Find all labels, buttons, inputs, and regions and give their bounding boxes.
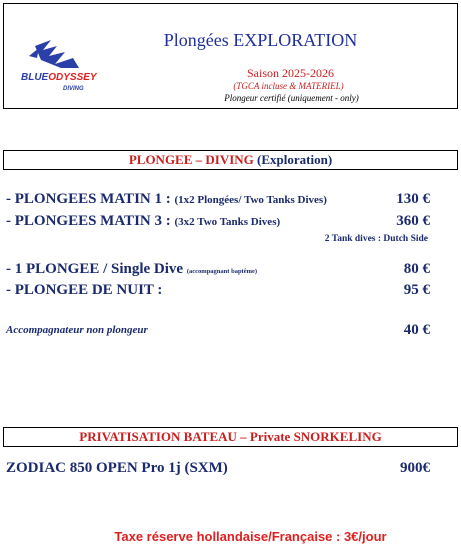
page-title: Plongées EXPLORATION — [163, 30, 358, 50]
item-label: - PLONGEES MATIN 3 : — [6, 213, 171, 229]
diving-section-heading — [3, 150, 458, 170]
companion-price: 40 € — [403, 322, 430, 338]
item-price: 80 € — [403, 261, 430, 277]
boat-heading-text: PRIVATISATION BATEAU – Private SNORKELING — [79, 429, 382, 444]
price-row — [6, 460, 430, 477]
item-label: ZODIAC 850 OPEN Pro 1j (SXM) — [6, 460, 228, 476]
item-detail: (accompagnant baptême) — [186, 268, 258, 275]
item-price: 95 € — [403, 282, 430, 298]
tax-note: Taxe réserve hollandaise/Française : 3€/jour — [114, 529, 387, 544]
item-detail: (1x2 Plongées/ Two Tanks Dives) — [174, 194, 327, 206]
header-box — [3, 3, 458, 109]
item-price: 130 € — [396, 191, 430, 207]
price-row — [6, 191, 430, 208]
item-detail: (3x2 Two Tanks Dives) — [174, 216, 281, 228]
item-label: - PLONGEE DE NUIT : — [6, 282, 163, 298]
companion-label: Accompagnateur non plongeur — [6, 324, 148, 336]
item-label: - 1 PLONGEE / Single Dive — [6, 261, 184, 277]
item-price: 360 € — [396, 213, 430, 229]
season-label: Saison 2025-2026 — [247, 66, 334, 80]
price-row — [6, 282, 430, 299]
price-row — [6, 261, 430, 278]
price-row — [6, 213, 430, 230]
item-label: - PLONGEES MATIN 1 : — [6, 191, 171, 207]
svg-text:BLUEODYSSEY: BLUEODYSSEY — [21, 72, 97, 83]
item-price: 900€ — [400, 460, 430, 476]
companion-row — [6, 324, 430, 336]
boat-section-heading — [3, 427, 458, 447]
svg-text:DIVING: DIVING — [63, 86, 84, 92]
included-note: (TGCA incluse & MATERIEL) — [233, 81, 344, 91]
certified-note: Plongeur certifié (uniquement - only) — [224, 93, 359, 103]
diving-heading-sub: (Exploration) — [257, 152, 333, 167]
diving-heading-text: PLONGEE – DIVING — [128, 152, 254, 167]
dutch-side-note: 2 Tank dives : Dutch Side — [324, 234, 428, 244]
